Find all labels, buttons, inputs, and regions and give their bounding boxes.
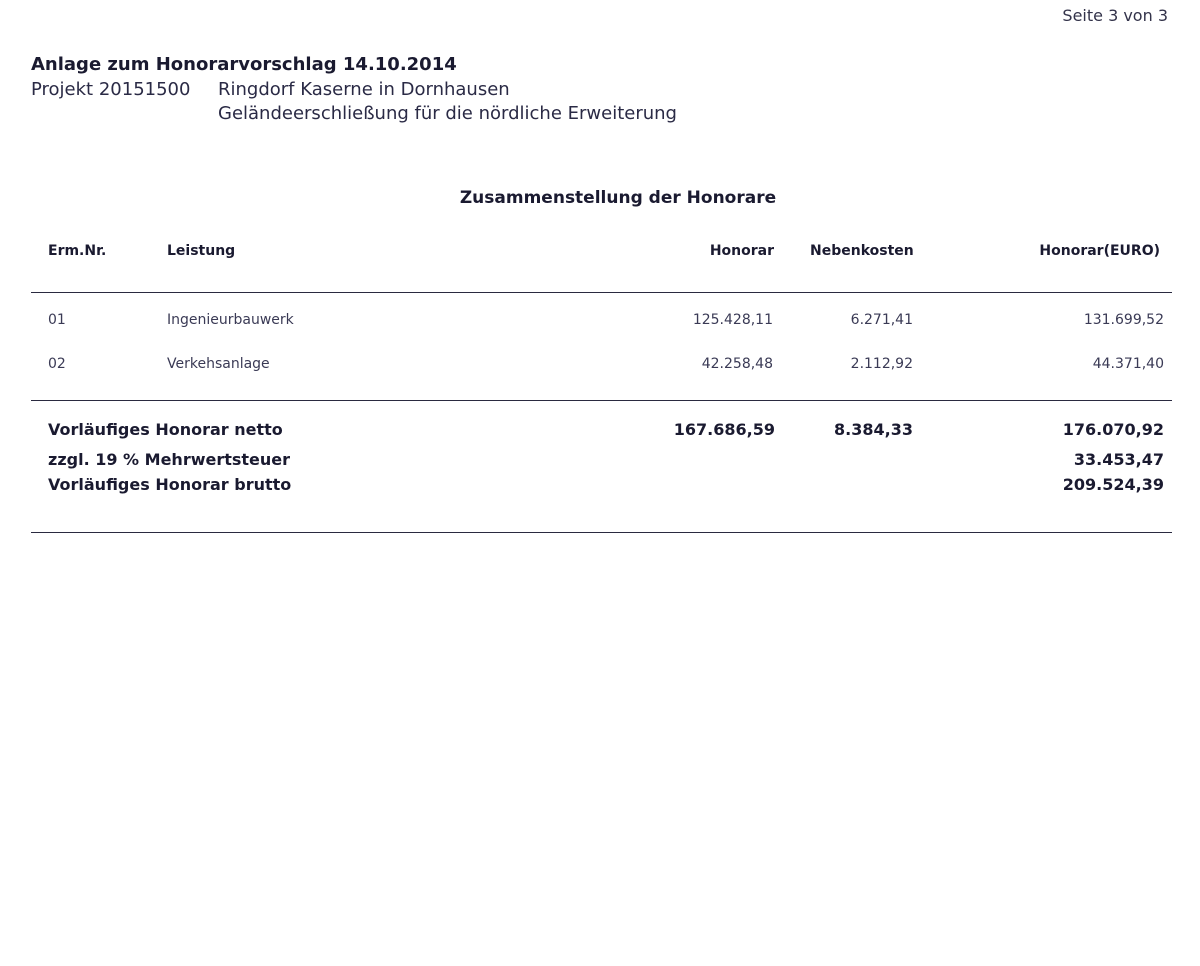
document-title: Anlage zum Honorarvorschlag 14.10.2014 (31, 54, 457, 75)
mwst-label: zzgl. 19 % Mehrwertsteuer (48, 450, 291, 469)
row-leistung: Ingenieurbauwerk (167, 312, 294, 328)
row-nebenkosten: 6.271,41 (850, 312, 913, 328)
column-header-erm-nr: Erm.Nr. (48, 243, 107, 259)
totals-divider (31, 400, 1172, 401)
column-header-leistung: Leistung (167, 243, 236, 259)
netto-euro: 176.070,92 (1062, 420, 1164, 439)
column-header-honorar: Honorar (709, 243, 774, 259)
column-header-honorar-euro: Honorar(EURO) (1039, 243, 1160, 259)
row-nebenkosten: 2.112,92 (850, 356, 913, 372)
column-header-nebenkosten: Nebenkosten (810, 243, 914, 259)
row-erm-nr: 02 (48, 356, 66, 372)
brutto-label: Vorläufiges Honorar brutto (48, 475, 292, 494)
bottom-divider (31, 532, 1172, 533)
row-leistung: Verkehsanlage (167, 356, 270, 372)
row-honorar-euro: 131.699,52 (1083, 312, 1164, 328)
project-description: Geländeerschließung für die nördliche Erweiterung (218, 103, 677, 124)
header-divider (31, 292, 1172, 293)
project-label: Projekt 20151500 (31, 79, 191, 100)
row-honorar: 42.258,48 (701, 356, 773, 372)
row-erm-nr: 01 (48, 312, 66, 328)
mwst-euro: 33.453,47 (1073, 450, 1164, 469)
table-title: Zusammenstellung der Honorare (459, 188, 777, 208)
page-number: Seite 3 von 3 (1062, 6, 1168, 25)
row-honorar: 125.428,11 (692, 312, 773, 328)
netto-label: Vorläufiges Honorar netto (48, 420, 283, 439)
netto-honorar: 167.686,59 (673, 420, 775, 439)
project-name: Ringdorf Kaserne in Dornhausen (218, 79, 510, 100)
brutto-euro: 209.524,39 (1062, 475, 1164, 494)
row-honorar-euro: 44.371,40 (1092, 356, 1164, 372)
netto-nebenkosten: 8.384,33 (834, 420, 913, 439)
